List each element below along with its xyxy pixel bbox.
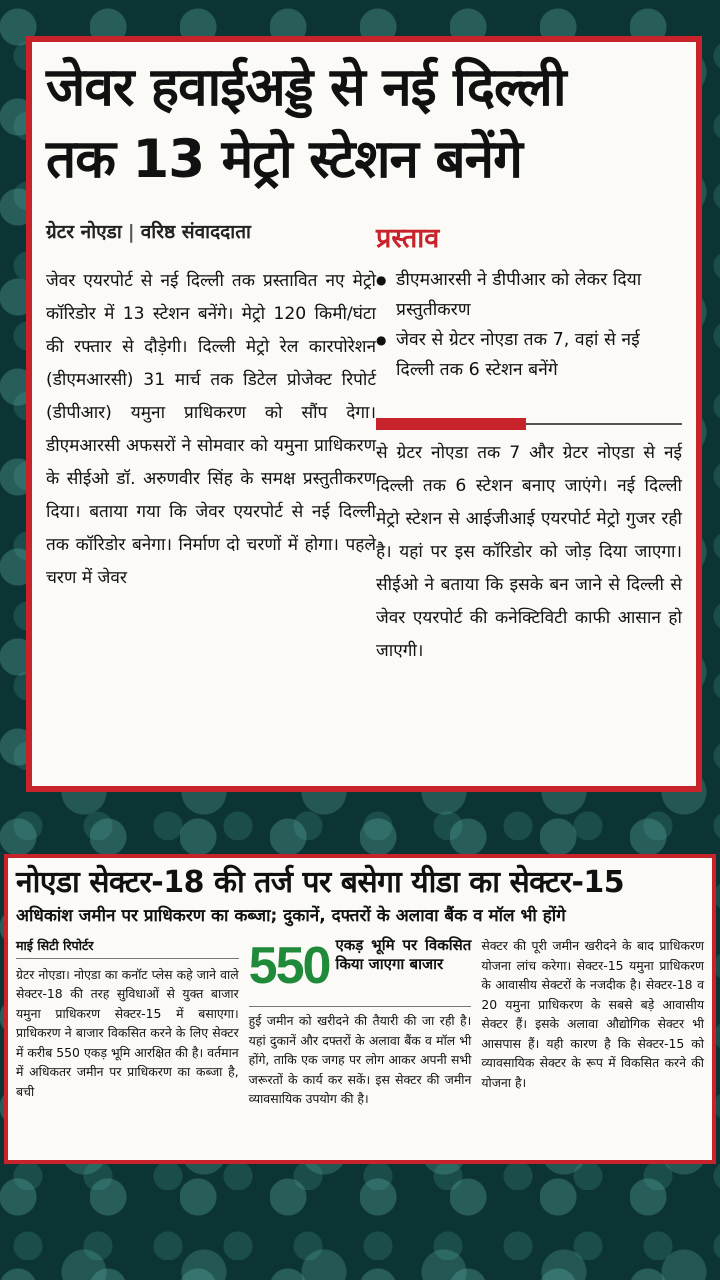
- column-2-text: हुई जमीन को खरीदने की तैयारी की जा रही है। यहां दुकानें और दफ्तरों के अलावा बैंक व मॉल भी होंगे, ताकि एक जगह पर लोग आकर अपनी सभी जरूरतों के कार्य कर सकें। इस सेक्टर की जमीन व्यावसायिक उपयोग की है।: [248, 1013, 472, 1106]
- proposal-title: प्रस्ताव: [376, 223, 440, 254]
- dateline-location: ग्रेटर नोएडा: [46, 221, 122, 243]
- headline-line-2: तक 13 मेट्रो स्टेशन बनेंगे: [46, 129, 522, 190]
- byline: ग्रेटर नोएडा | वरिष्ठ संवाददाता: [46, 221, 251, 243]
- headline-2: नोएडा सेक्टर-18 की तर्ज पर बसेगा यीडा का सेक्टर-15: [16, 865, 625, 900]
- reporter-name: वरिष्ठ संवाददाता: [140, 221, 251, 243]
- column-3: [481, 936, 704, 1109]
- body-column-left: जेवर एयरपोर्ट से नई दिल्ली तक प्रस्तावित नए मेट्रो कॉरिडोर में 13 स्टेशन बनेंगे। मेट्रो 120 किमी/घंटा की रफ्तार से दौड़ेगी। दिल्ली मेट्रो रेल कारपोरेशन (डीएमआरसी) 31 मार्च तक डिटेल प्रोजेक्ट रिपोर्ट (डीपीआर) यमुना प्राधिकरण को सौंप देगा। डीएमआरसी अफसरों ने सोमवार को यमुना प्राधिकरण के सीईओ डॉ. अरुणवीर सिंह के समक्ष प्रस्तुतीकरण दिया। बताया गया कि जेवर एयरपोर्ट से नई दिल्ली तक कॉरिडोर बनेगा। निर्माण दो चरणों में होगा। पहले चरण में जेवर: [46, 271, 376, 588]
- bullet-item: ● जेवर से ग्रेटर नोएडा तक 7, वहां से नई दिल्ली तक 6 स्टेशन बनेंगे: [376, 325, 682, 385]
- column-1-text: ग्रेटर नोएडा। नोएडा का कनॉट प्लेस कहे जाने वाले सेक्टर-18 की तरह सुविधाओं से युक्त बाजार यमुना प्राधिकरण सेक्टर-15 में बसाएगा। प्राधिकरण ने बाजार विकसित करने के लिए सेक्टर में करीब 550 एकड़ भूमि आरक्षित की है। वर्तमान में अधिकतर जमीन पर प्राधिकरण का कब्जा है, बची: [16, 966, 239, 1099]
- headline: [46, 52, 682, 196]
- body-column-right: से ग्रेटर नोएडा तक 7 और ग्रेटर नोएडा से नई दिल्ली तक 6 स्टेशन बनाए जाएंगे। नई दिल्ली मेट्रो स्टेशन से आईजीआई एयरपोर्ट मेट्रो गुजर रही है। यहां पर इस कॉरिडोर को जोड़ दिया जाएगा। सीईओ ने बताया कि इसके बन जाने से दिल्ली से जेवर एयरपोर्ट की कनेक्टिविटी काफी आसान हो जाएगी।: [376, 443, 682, 661]
- subheadline-2: अधिकांश जमीन पर प्राधिकरण का कब्जा; दुकानें, दफ्तरों के अलावा बैंक व मॉल भी होंगे: [16, 906, 566, 926]
- highlight-text: एकड़ भूमि पर विकसित किया जाएगा बाजार: [335, 936, 472, 973]
- highlight-box: [249, 936, 472, 1002]
- news-clipping-metro: [26, 36, 702, 792]
- column-2: [249, 936, 472, 1109]
- section-divider: [376, 413, 682, 431]
- column-3-text: सेक्टर की पूरी जमीन खरीदने के बाद प्राधिकरण योजना लांच करेगा। सेक्टर-15 यमुना प्राधिकरण के आवासीय सेक्टरों के नजदीक है। सेक्टर-18 व 20 यमुना प्राधिकरण के सबसे बड़े आवासीय सेक्टर हैं। इसके अलावा औद्योगिक सेक्टर भी आसपास हैं। यही कारण है कि सेक्टर-15 को व्यावसायिक सेक्टर के रूप में विकसित करने की योजना है।: [481, 938, 705, 1090]
- headline-line-1: जेवर हवाईअड्डे से नई दिल्ली: [46, 57, 566, 118]
- highlight-number: 550: [248, 937, 330, 995]
- news-clipping-sector15: [4, 854, 716, 1164]
- bullet-item: ● डीएमआरसी ने डीपीआर को लेकर दिया प्रस्तुतीकरण: [376, 265, 682, 325]
- column-1: [16, 936, 239, 1109]
- proposal-bullets: [376, 265, 682, 385]
- byline-2: माई सिटी रिपोर्टर: [16, 936, 239, 959]
